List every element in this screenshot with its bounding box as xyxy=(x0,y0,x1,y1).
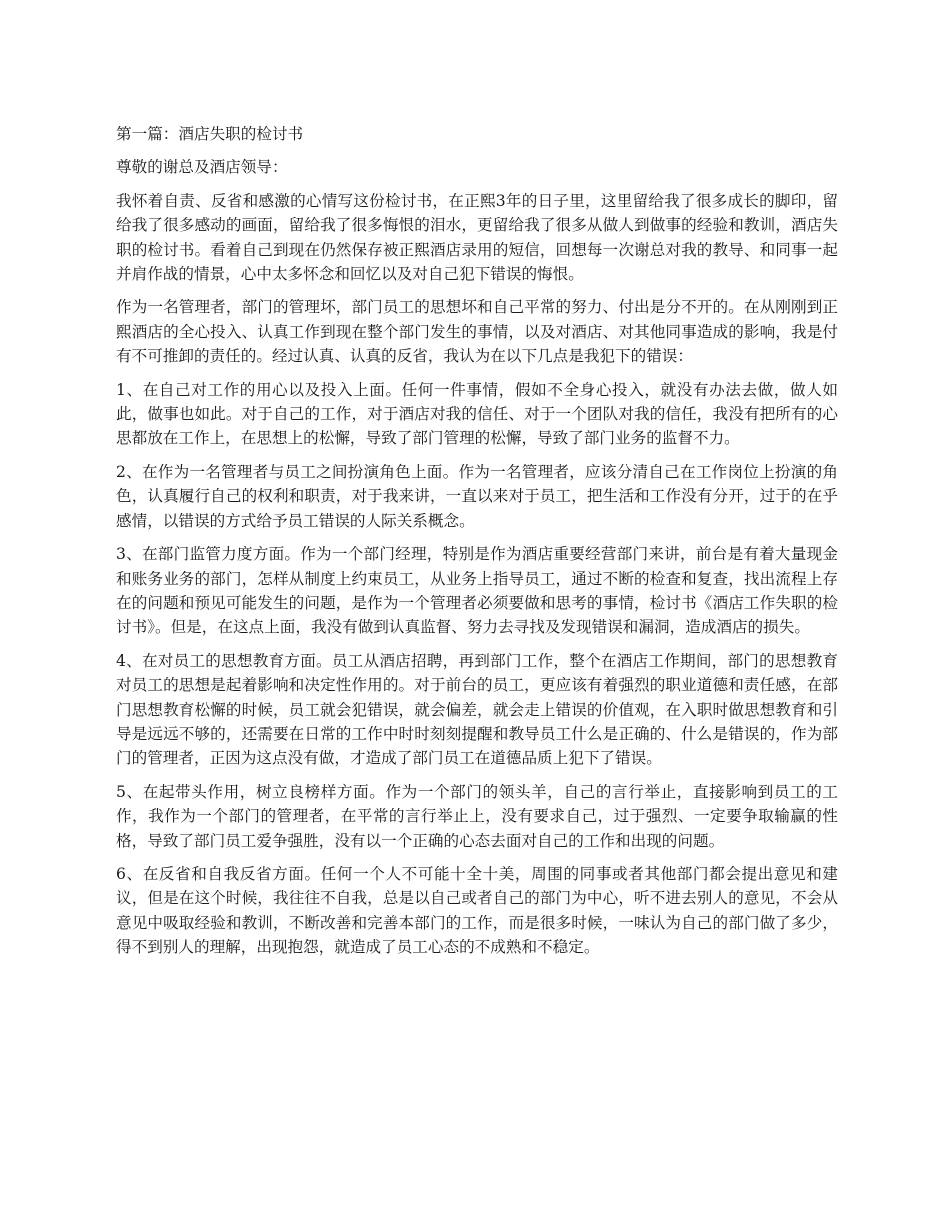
paragraph-responsibility: 作为一名管理者，部门的管理坏，部门员工的思想坏和自己平常的努力、付出是分不开的。在从刚刚到正熙酒店的全心投入、认真工作到现在整个部门发生的事情，以及对酒店、对其他同事造成的影响，我是付有不可推卸的责任的。经过认真、认真的反省，我认为在以下几点是我犯下的错误： xyxy=(116,298,838,366)
paragraph-point-2: 2、在作为一名管理者与员工之间扮演角色上面。作为一名管理者，应该分清自己在工作岗位上扮演的角色，认真履行自己的权利和职责，对于我来讲，一直以来对于员工，把生活和工作没有分开，过于的在乎感情，以错误的方式给予员工错误的人际关系概念。 xyxy=(116,462,838,530)
document-title: 第一篇：酒店失职的检讨书 xyxy=(116,125,304,143)
paragraph-intro: 我怀着自责、反省和感激的心情写这份检讨书，在正熙3年的日子里，这里留给我了很多成长的脚印，留给我了很多感动的画面，留给我了很多悔恨的泪水，更留给我了很多从做人到做事的经验和教训，酒店失职的检讨书。看着自己到现在仍然保存被正熙酒店录用的短信，回想每一次谢总对我的教导、和同事一起并肩作战的情景，心中太多怀念和回忆以及对自己犯下错误的悔恨。 xyxy=(116,191,838,284)
paragraph-point-3: 3、在部门监管力度方面。作为一个部门经理，特别是作为酒店重要经营部门来讲，前台是有着大量现金和账务业务的部门，怎样从制度上约束员工，从业务上指导员工，通过不断的检查和复查，找出流程上存在的问题和预见可能发生的问题，是作为一个管理者必须要做和思考的事情，检讨书《酒店工作失职的检讨书》。但是，在这点上面，我没有做到认真监督、努力去寻找及发现错误和漏洞，造成酒店的损失。 xyxy=(116,545,838,637)
paragraph-point-4: 4、在对员工的思想教育方面。员工从酒店招聘，再到部门工作，整个在酒店工作期间，部门的思想教育对员工的思想是起着影响和决定性作用的。对于前台的员工，更应该有着强烈的职业道德和责任感，在部门思想教育松懈的时候，员工就会犯错误，就会偏差，就会走上错误的价值观，在入职时做思想教育和引导是远远不够的，还需要在日常的工作中时时刻刻提醒和教导员工什么是正确的、什么是错误的，作为部门的管理者，正因为这点没有做，才造成了部门员工在道德品质上犯下了错误。 xyxy=(116,651,838,768)
paragraph-point-6: 6、在反省和自我反省方面。任何一个人不可能十全十美，周围的同事或者其他部门都会提出意见和建议，但是在这个时候，我往往不自我，总是以自己或者自己的部门为中心，听不进去别人的意见，不会从意见中吸取经验和教训，不断改善和完善本部门的工作，而是很多时候，一味认为自己的部门做了多少，得不到别人的理解，出现抱怨，就造成了员工心态的不成熟和不稳定。 xyxy=(116,864,838,957)
document-body xyxy=(116,122,838,969)
paragraph-point-1: 1、在自己对工作的用心以及投入上面。任何一件事情，假如不全身心投入，就没有办法去做，做人如此，做事也如此。对于自己的工作，对于酒店对我的信任、对于一个团队对我的信任，我没有把所有的心思都放在工作上，在思想上的松懈，导致了部门管理的松懈，导致了部门业务的监督不力。 xyxy=(116,380,838,448)
paragraph-point-5: 5、在起带头作用，树立良榜样方面。作为一个部门的领头羊，自己的言行举止，直接影响到员工的工作，我作为一个部门的管理者，在平常的言行举止上，没有要求自己，过于强烈、一定要争取输赢的性格，导致了部门员工爱争强胜，没有以一个正确的心态去面对自己的工作和出现的问题。 xyxy=(116,782,838,850)
document-greeting: 尊敬的谢总及酒店领导： xyxy=(116,158,288,177)
